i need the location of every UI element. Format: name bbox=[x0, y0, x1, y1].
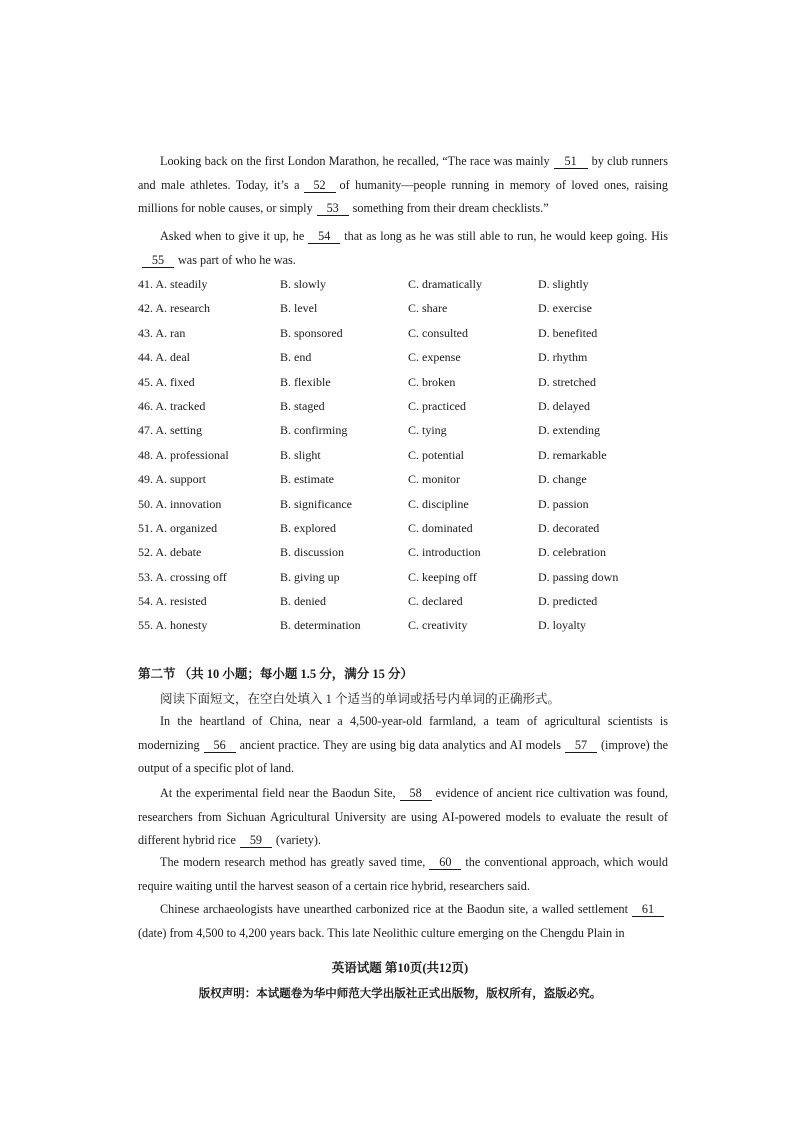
option-c: C. introduction bbox=[408, 545, 481, 560]
option-row-41 bbox=[138, 274, 678, 298]
paragraph-text: At the experimental field near the Baodun Site, bbox=[160, 786, 396, 800]
paragraph-text: Asked when to give it up, he bbox=[160, 229, 305, 243]
blank-57: 57 bbox=[565, 739, 597, 753]
option-row-47 bbox=[138, 420, 678, 444]
option-b: B. estimate bbox=[280, 472, 334, 487]
option-row-49 bbox=[138, 469, 678, 493]
option-a: 50. A. innovation bbox=[138, 496, 222, 511]
blank-54: 54 bbox=[308, 230, 340, 244]
option-d: D. loyalty bbox=[538, 618, 586, 633]
option-c: C. monitor bbox=[408, 472, 461, 487]
option-c: C. practiced bbox=[408, 398, 466, 413]
option-b: B. discussion bbox=[280, 545, 345, 560]
option-d: D. rhythm bbox=[538, 350, 588, 365]
option-d: D. benefited bbox=[538, 325, 598, 340]
section-instruction: 阅读下面短文，在空白处填入 1 个适当的单词或括号内单词的正确形式。 bbox=[160, 692, 561, 706]
paragraph-text: The modern research method has greatly saved time, bbox=[160, 855, 426, 869]
passage-paragraph-2 bbox=[138, 225, 668, 272]
option-d: D. stretched bbox=[538, 374, 596, 389]
paragraph-text: that as long as he was still able to run, he would keep going. His bbox=[344, 229, 669, 243]
option-c: C. broken bbox=[408, 374, 456, 389]
copyright-notice: 版权声明：本试题卷为华中师范大学出版社正式出版物，版权所有，盗版必究。 bbox=[198, 988, 602, 1000]
option-b: B. slowly bbox=[280, 277, 327, 291]
option-a: 54. A. resisted bbox=[138, 594, 207, 609]
option-b: B. giving up bbox=[280, 569, 340, 584]
option-a: 43. A. ran bbox=[138, 325, 186, 340]
option-b: B. sponsored bbox=[280, 325, 343, 340]
option-a: 42. A. research bbox=[138, 301, 210, 316]
option-d: D. celebration bbox=[538, 545, 606, 560]
passage-paragraph-1 bbox=[138, 150, 668, 221]
option-d: D. remarkable bbox=[538, 447, 607, 462]
option-b: B. confirming bbox=[280, 423, 348, 438]
option-c: C. keeping off bbox=[408, 569, 477, 584]
option-c: C. tying bbox=[408, 423, 447, 438]
option-c: C. potential bbox=[408, 447, 464, 462]
option-a: 44. A. deal bbox=[138, 350, 190, 365]
option-row-45 bbox=[138, 372, 678, 396]
blank-60: 60 bbox=[429, 856, 461, 870]
options-list bbox=[138, 274, 678, 640]
paragraph-text: (variety). bbox=[275, 833, 321, 847]
option-d: D. extending bbox=[538, 423, 600, 438]
option-c: C. consulted bbox=[408, 325, 468, 340]
blank-51: 51 bbox=[554, 155, 588, 169]
paragraph-text: (improve) the output of a specific plot of land. bbox=[138, 737, 668, 775]
option-a: 53. A. crossing off bbox=[138, 569, 227, 584]
option-row-46 bbox=[138, 396, 678, 420]
blank-58: 58 bbox=[400, 787, 432, 801]
option-d: D. decorated bbox=[538, 520, 600, 535]
passage-paragraph-3 bbox=[138, 710, 668, 781]
option-a: 55. A. honesty bbox=[138, 618, 208, 633]
option-row-54 bbox=[138, 591, 678, 615]
page-number: 英语试题 第10页(共12页) bbox=[331, 961, 469, 975]
paragraph-text: Looking back on the first London Marathon, he recalled, “The race was mainly bbox=[160, 154, 550, 168]
blank-55: 55 bbox=[142, 254, 174, 268]
blank-56: 56 bbox=[204, 739, 236, 753]
option-c: C. expense bbox=[408, 350, 461, 365]
option-d: D. predicted bbox=[538, 594, 598, 609]
passage-paragraph-5 bbox=[138, 851, 668, 898]
option-c: C. share bbox=[408, 301, 448, 316]
option-c: C. dramatically bbox=[408, 277, 482, 291]
option-b: B. flexible bbox=[280, 374, 331, 389]
paragraph-text: of humanity—people running in memory of loved ones, raising millions for noble causes, or simply bbox=[138, 177, 668, 215]
blank-59: 59 bbox=[240, 834, 272, 848]
option-row-53 bbox=[138, 567, 678, 591]
paragraph-text: the conventional approach, which would require waiting until the harvest season of a certain rice hybrid, researchers said. bbox=[138, 855, 668, 893]
option-b: B. determination bbox=[280, 618, 361, 633]
option-a: 49. A. support bbox=[138, 472, 207, 487]
option-row-52 bbox=[138, 542, 678, 566]
option-row-51 bbox=[138, 518, 678, 542]
option-a: 48. A. professional bbox=[138, 447, 229, 462]
option-b: B. level bbox=[280, 301, 318, 316]
paragraph-text: something from their dream checklists.” bbox=[352, 201, 549, 215]
option-b: B. denied bbox=[280, 594, 326, 609]
option-d: D. passing down bbox=[538, 569, 619, 584]
option-a: 51. A. organized bbox=[138, 520, 218, 535]
option-a: 45. A. fixed bbox=[138, 374, 195, 389]
section-title: 第二节 （共 10 小题；每小题 1.5 分，满分 15 分） bbox=[138, 667, 414, 681]
paragraph-text: ancient practice. They are using big data analytics and AI models bbox=[239, 737, 561, 752]
blank-52: 52 bbox=[304, 179, 336, 193]
option-row-44 bbox=[138, 347, 678, 371]
option-row-43 bbox=[138, 323, 678, 347]
blank-53: 53 bbox=[317, 202, 349, 216]
passage-paragraph-4 bbox=[138, 782, 668, 853]
option-b: B. slight bbox=[280, 447, 321, 462]
option-c: C. dominated bbox=[408, 520, 473, 535]
paragraph-text: was part of who he was. bbox=[178, 252, 296, 267]
option-row-42 bbox=[138, 298, 678, 322]
paragraph-text: (date) from 4,500 to 4,200 years back. This late Neolithic culture emerging on the Chengdu Plain in bbox=[138, 925, 625, 940]
option-d: D. change bbox=[538, 472, 587, 487]
option-row-50 bbox=[138, 494, 678, 518]
passage-paragraph-6 bbox=[138, 898, 668, 945]
option-d: D. passion bbox=[538, 496, 589, 511]
option-c: C. discipline bbox=[408, 496, 469, 511]
option-c: C. declared bbox=[408, 594, 463, 609]
option-b: B. explored bbox=[280, 520, 336, 535]
option-d: D. delayed bbox=[538, 398, 590, 413]
option-b: B. staged bbox=[280, 398, 325, 413]
option-row-48 bbox=[138, 445, 678, 469]
option-a: 52. A. debate bbox=[138, 545, 202, 560]
option-b: B. significance bbox=[280, 496, 352, 511]
option-a: 41. A. steadily bbox=[138, 277, 208, 291]
option-row-55 bbox=[138, 615, 678, 639]
blank-61: 61 bbox=[632, 903, 664, 917]
paragraph-text: evidence of ancient rice cultivation was found, researchers from Sichuan Agricultural University are using AI-powered models to evaluate the result of different hybrid rice bbox=[138, 786, 668, 847]
option-b: B. end bbox=[280, 350, 312, 365]
option-a: 47. A. setting bbox=[138, 423, 203, 438]
option-a: 46. A. tracked bbox=[138, 398, 206, 413]
option-d: D. slightly bbox=[538, 277, 589, 291]
option-c: C. creativity bbox=[408, 618, 468, 633]
option-d: D. exercise bbox=[538, 301, 592, 316]
paragraph-text: Chinese archaeologists have unearthed carbonized rice at the Baodun site, a walled settlement bbox=[160, 902, 628, 916]
paragraph-text: by club runners and male athletes. Today, it’s a bbox=[138, 154, 668, 192]
paragraph-text: In the heartland of China, near a 4,500-year-old farmland, a team of agricultural scientists is modernizing bbox=[138, 714, 668, 752]
